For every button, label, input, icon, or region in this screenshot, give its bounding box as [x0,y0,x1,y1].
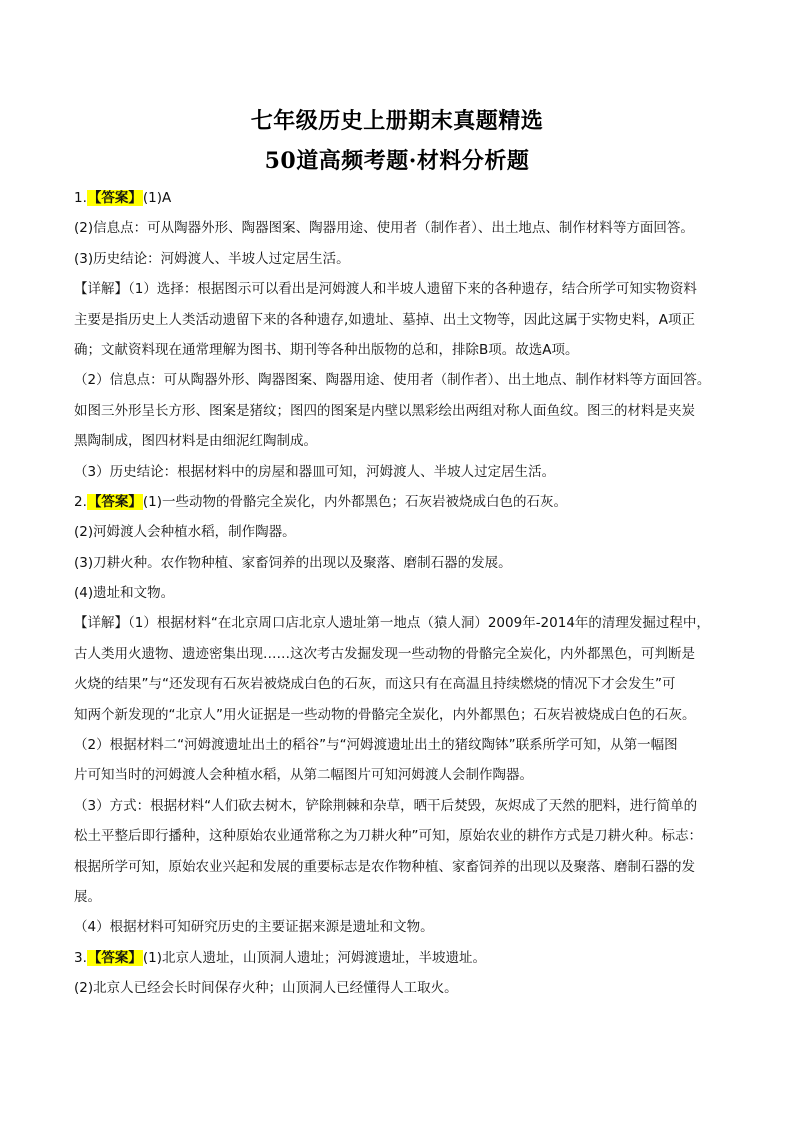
question-number: 2. [74,493,87,510]
answer-text: (1)北京人遗址，山顶洞人遗址；河姆渡遗址，半坡遗址。 [142,949,487,966]
text-line: 如图三外形呈长方形、图案是猪纹；图四的图案是内壁以黑彩绘出两组对称人面鱼纹。图三的材料是夹炭 [74,402,695,419]
question-2-answer-line [74,487,724,517]
text-line: 展。 [74,888,101,905]
answer-tag: 【答案】 [87,949,142,966]
question-1-answer-line [74,183,724,213]
answer-tag: 【答案】 [87,190,142,206]
text-line: 【详解】（1）根据材料“在北京周口店北京人遗址第一地点（猿人洞）2009年-2014年的清理发掘过程中， [74,615,710,632]
answer-tag: 【答案】 [87,493,142,510]
text-line: 片可知当时的河姆渡人会种植水稻，从第二幅图片可知河姆渡人会制作陶器。 [74,767,533,784]
text-line: （2）信息点：可从陶器外形、陶器图案、陶器用途、使用者（制作者）、出土地点、制作材料等方面回答。 [74,372,711,389]
text-line: 知两个新发现的“北京人”用火证据是一些动物的骨骼完全炭化，内外都黑色；石灰岩被烧成白色的石灰。 [74,706,696,723]
text-line: （3）历史结论：根据材料中的房屋和器皿可知，河姆渡人、半坡人过定居生活。 [74,463,556,480]
answer-text: (1)一些动物的骨骼完全炭化，内外都黑色；石灰岩被烧成白色的石灰。 [142,493,568,510]
text-line: 松土平整后即行播种，这种原始农业通常称之为刀耕火种”可知，原始农业的耕作方式是刀耕火种。标志： [74,828,702,845]
text-line: (2)河姆渡人会种植水稻，制作陶器。 [74,524,296,541]
text-line: 古人类用火遗物、遗迹密集出现……这次考古发掘发现一些动物的骨骼完全炭化，内外都黑色，可判断是 [74,645,695,662]
page-title: 七年级历史上册期末真题精选 [250,108,544,134]
question-number: 1. [74,190,87,206]
answer-content [74,183,724,1004]
text-line: （2）根据材料二“河姆渡遗址出土的稻谷”与“河姆渡遗址出土的猪纹陶钵”联系所学可知，从第一幅图 [74,737,678,754]
text-line: (2)北京人已经会长时间保存火种；山顶洞人已经懂得人工取火。 [74,980,458,997]
text-line: 火烧的结果”与“还发现有石灰岩被烧成白色的石灰，而这只有在高温且持续燃烧的情况下才会发生”可 [74,676,676,693]
question-3-answer-line [74,943,724,973]
text-line: (3)历史结论：河姆渡人、半坡人过定居生活。 [74,250,350,267]
text-line: (3)刀耕火种。农作物种植、家畜饲养的出现以及聚落、磨制石器的发展。 [74,554,512,571]
text-line: 确；文献资料现在通常理解为图书、期刊等各种出版物的总和，排除B项。故选A项。 [74,341,579,358]
text-line: 根据所学可知，原始农业兴起和发展的重要标志是农作物种植、家畜饲养的出现以及聚落、磨制石器的发 [74,858,695,875]
text-line: （3）方式：根据材料“人们砍去树木，铲除荆棘和杂草，晒干后焚毁，灰烬成了天然的肥料，进行简单的 [74,797,698,814]
answer-text: (1)A [142,190,172,206]
text-line: (2)信息点：可从陶器外形、陶器图案、陶器用途、使用者（制作者）、出土地点、制作材料等方面回答。 [74,220,694,237]
text-line: 【详解】（1）选择：根据图示可以看出是河姆渡人和半坡人遗留下来的各种遗存，结合所学可知实物资料 [74,281,697,298]
text-line: （4）根据材料可知研究历史的主要证据来源是遗址和文物。 [74,919,434,936]
page-subtitle: 50道高频考题·材料分析题 [264,148,530,174]
text-line: (4)遗址和文物。 [74,585,175,602]
text-line: 主要是指历史上人类活动遗留下来的各种遗存,如遗址、墓掉、出土文物等，因此这属于实物史料，A项正 [74,311,696,328]
text-line: 黑陶制成，图四材料是由细泥红陶制成。 [74,433,317,450]
question-number: 3. [74,949,87,966]
